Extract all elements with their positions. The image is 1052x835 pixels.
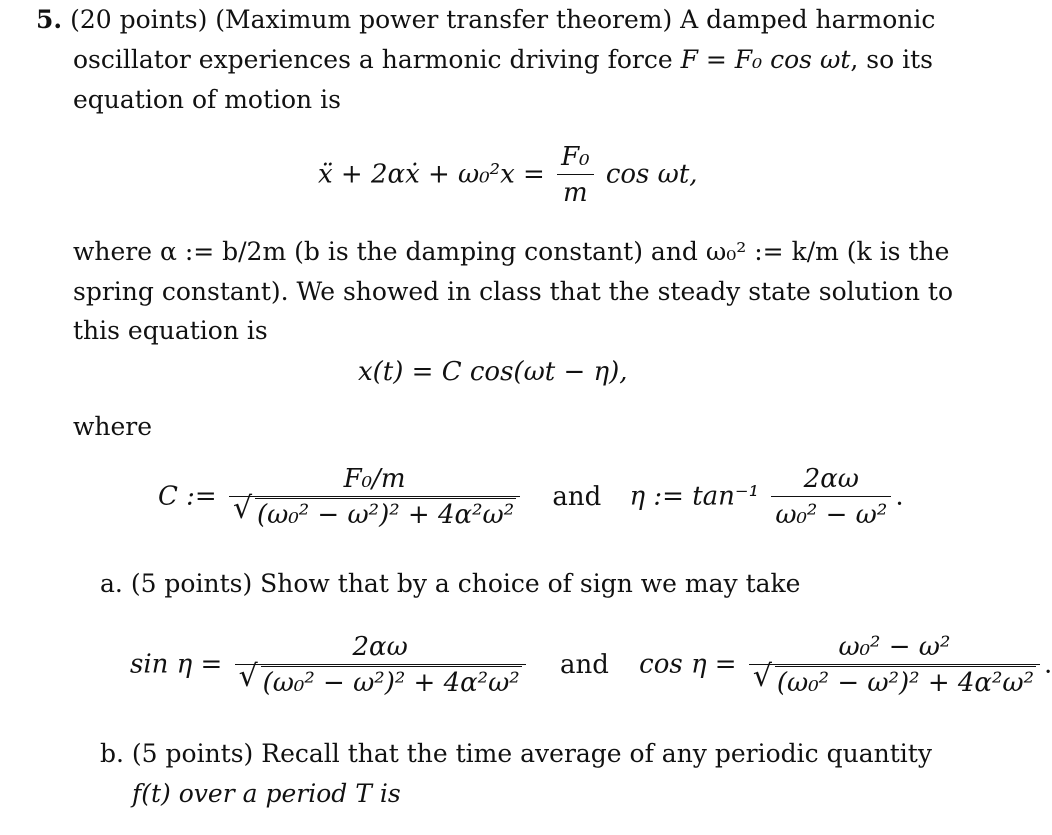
part-b-line-1 [100,734,932,774]
C-frac-num: F₀/m [343,464,406,494]
where-line-3 [73,311,268,351]
sin-eta-den-wrap [235,659,526,701]
equation-of-motion [318,140,698,211]
part-b-text-1: (5 points) Recall that the time average of any periodic quantity [131,739,932,768]
cos-eta-den: (ω₀² − ω²)² + 4α²ω² [776,668,1035,698]
sin-eta-lhs: sin η = [130,649,223,680]
amplitude-phase-definitions [158,462,904,533]
C-frac-den-wrap [229,491,520,533]
where-text-2: spring constant). We showed in class that the steady state solution to [73,277,954,306]
part-a-label: a. [100,569,123,598]
part-a-line [100,564,800,604]
sqrt-icon: √ [752,659,772,694]
where-line-1 [73,232,949,272]
and-word-1: and [552,481,602,512]
problem-line-3-text: equation of motion is [73,85,341,114]
eta-frac-num: 2αω [803,464,859,494]
eom-frac-den: m [557,174,593,211]
eom-fraction [557,140,593,211]
sin-eta-fraction [235,630,526,701]
problem-line-2 [73,40,933,80]
part-a-period: . [1044,649,1052,680]
sqrt-icon: √ [238,659,258,694]
problem-line-2-text: oscillator experiences a harmonic driving force [73,45,681,74]
sqrt-icon: √ [232,491,253,526]
C-frac-den: (ω₀² − ω²)² + 4α²ω² [256,500,515,530]
eta-lhs: η := tan⁻¹ [629,481,760,512]
problem-intro: (20 points) (Maximum power transfer theorem) A damped harmonic [70,5,936,34]
part-a-text: (5 points) Show that by a choice of sign we may take [130,569,801,598]
eq3-period: . [895,481,904,512]
problem-number: 5. [36,5,63,34]
problem-line-1 [36,0,935,40]
C-sqrt [232,491,516,533]
eta-fraction [771,462,891,533]
steady-state-solution: x(t) = C cos(ωt − η), [358,357,628,387]
sin-cos-eta-equations [130,630,1052,701]
where-word-line [73,407,152,447]
part-b-line-2: f(t) over a period T is [132,779,401,808]
cos-sqrt [752,659,1036,701]
problem-line-2-end: , so its [850,45,933,74]
eom-frac-num: F₀ [561,142,590,172]
sin-sqrt [238,659,522,701]
eom-lhs: ẍ + 2αẋ + ω₀²x = [318,159,545,190]
C-fraction [229,462,520,533]
problem-line-3 [73,80,341,120]
cos-eta-lhs: cos η = [639,649,737,680]
where-line-2 [73,272,953,312]
cos-eta-den-wrap [749,659,1040,701]
and-word-2: and [559,649,609,680]
part-b-label: b. [100,739,124,768]
C-lhs: C := [158,481,217,512]
sin-eta-den: (ω₀² − ω²)² + 4α²ω² [262,668,520,698]
eta-frac-den: ω₀² − ω² [771,496,891,533]
where-text-3: this equation is [73,316,268,345]
driving-force-formula: F = F₀ cos ωt [680,45,851,74]
sin-eta-num: 2αω [352,632,408,662]
where-word: where [73,412,153,441]
eom-rhs: cos ωt, [605,159,698,190]
cos-eta-fraction [749,630,1040,701]
cos-eta-num: ω₀² − ω² [838,632,951,662]
where-text-1: where α := b/2m (b is the damping constant) and ω₀² := k/m (k is the [73,237,950,266]
